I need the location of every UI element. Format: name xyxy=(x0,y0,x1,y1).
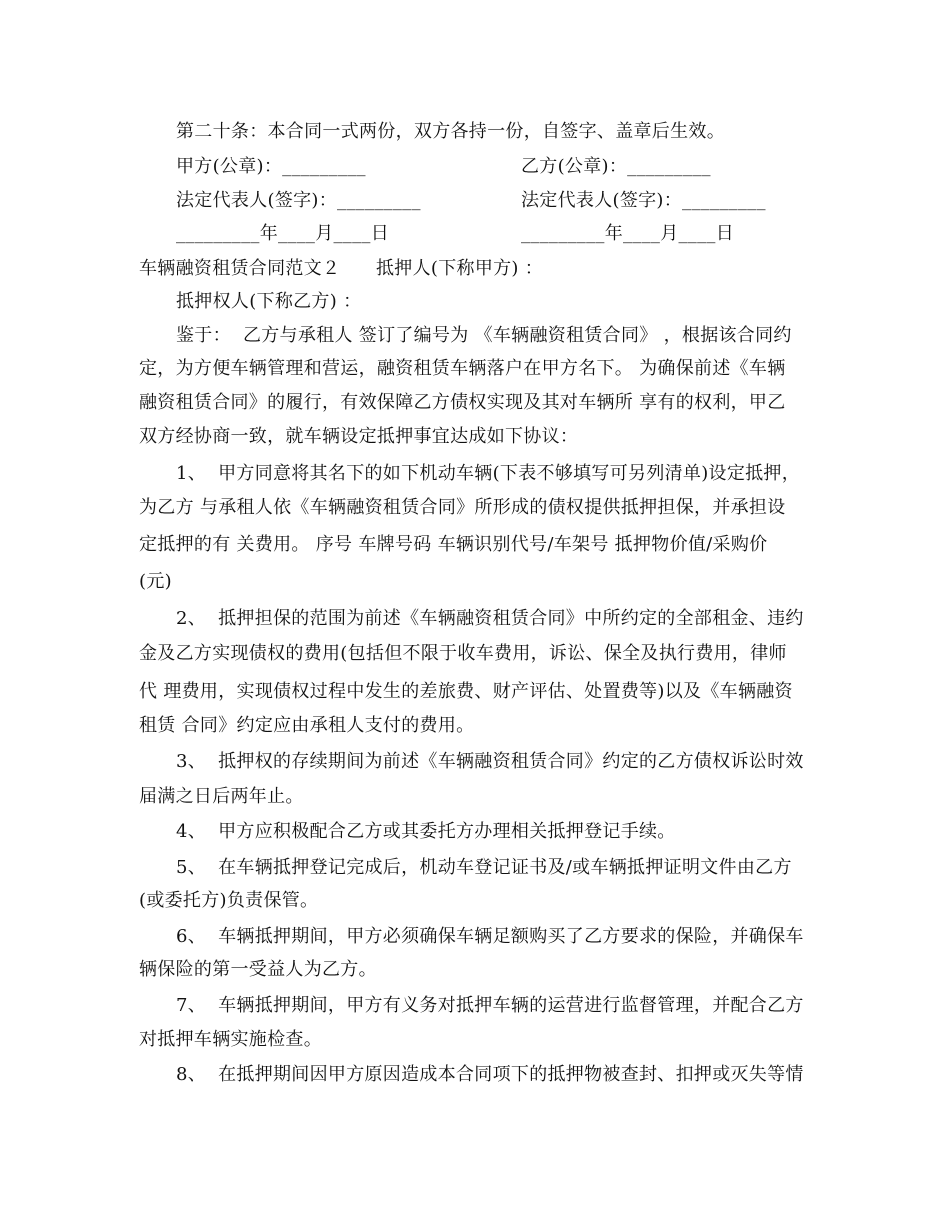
clause-1-line-4: (元) xyxy=(139,571,172,592)
preamble-line-3: 融资租赁合同》的履行，有效保障乙方债权实现及其对车辆所 享有的权利，甲乙 xyxy=(139,392,786,413)
clause-5-line-2: (或委托方)负责保管。 xyxy=(139,890,319,911)
clause-20-effectiveness: 第二十条：本合同一式两份，双方各持一份，自签字、盖章后生效。 xyxy=(176,121,725,142)
preamble-line-4: 双方经协商一致，就车辆设定抵押事宜达成如下协议： xyxy=(139,426,579,447)
mortgagee-label: 抵押权人(下称乙方) ： xyxy=(176,291,362,312)
mortgagor-label: 抵押人(下称甲方) ： xyxy=(376,258,544,279)
clause-3-line-2: 届满之日后两年止。 xyxy=(139,786,304,807)
clause-5-line-1: 5、 在车辆抵押登记完成后，机动车登记证书及/或车辆抵押证明文件由乙方 xyxy=(176,857,792,878)
clause-7-line-1: 7、 车辆抵押期间，甲方有义务对抵押车辆的运营进行监督管理，并配合乙方 xyxy=(176,995,804,1016)
party-a-seal-line: 甲方(公章)：_________ xyxy=(176,156,366,177)
party-b-representative-signature-line: 法定代表人(签字)：_________ xyxy=(521,190,766,211)
clause-2-line-4: 租赁 合同》约定应由承租人支付的费用。 xyxy=(139,715,475,736)
clause-2-line-2: 金及乙方实现债权的费用(包括但不限于收车费用，诉讼、保全及执行费用，律师 xyxy=(139,643,787,664)
clause-1-line-1: 1、 甲方同意将其名下的如下机动车辆(下表不够填写可另列清单)设定抵押， xyxy=(176,463,801,484)
clause-6-line-2: 辆保险的第一受益人为乙方。 xyxy=(139,959,377,980)
clause-6-line-1: 6、 车辆抵押期间，甲方必须确保车辆足额购买了乙方要求的保险，并确保车 xyxy=(176,926,804,947)
preamble-line-2: 定，为方便车辆管理和营运，融资租赁车辆落户在甲方名下。 为确保前述《车辆 xyxy=(139,358,786,379)
preamble-line-1: 鉴于： 乙方与承租人 签订了编号为 《车辆融资租赁合同》 ，根据该合同约 xyxy=(176,325,792,346)
clause-2-line-3: 代 理费用，实现债权过程中发生的差旅费、财产评估、处置费等)以及《车辆融资 xyxy=(139,681,793,702)
party-a-date-line: _________年____月____日 xyxy=(176,223,389,244)
clause-7-line-2: 对抵押车辆实施检查。 xyxy=(139,1029,322,1050)
clause-4: 4、 甲方应积极配合乙方或其委托方办理相关抵押登记手续。 xyxy=(176,821,676,842)
clause-2-line-1: 2、 抵押担保的范围为前述《车辆融资租赁合同》中所约定的全部租金、违约 xyxy=(176,608,804,629)
party-a-representative-signature-line: 法定代表人(签字)：_________ xyxy=(176,190,421,211)
party-b-seal-line: 乙方(公章)：_________ xyxy=(521,156,711,177)
clause-1-line-2: 为乙方 与承租人依《车辆融资租赁合同》所形成的债权提供抵押担保，并承担设 xyxy=(139,497,786,518)
clause-3-line-1: 3、 抵押权的存续期间为前述《车辆融资租赁合同》约定的乙方债权诉讼时效 xyxy=(176,751,804,772)
clause-8-line-1: 8、 在抵押期间因甲方原因造成本合同项下的抵押物被查封、扣押或灭失等情 xyxy=(176,1064,804,1085)
clause-1-line-3: 定抵押的有 关费用。 序号 车牌号码 车辆识别代号/车架号 抵押物价值/采购价 xyxy=(139,534,768,555)
sample-contract-title: 车辆融资租赁合同范文２ xyxy=(139,258,341,279)
party-b-date-line: _________年____月____日 xyxy=(521,223,734,244)
